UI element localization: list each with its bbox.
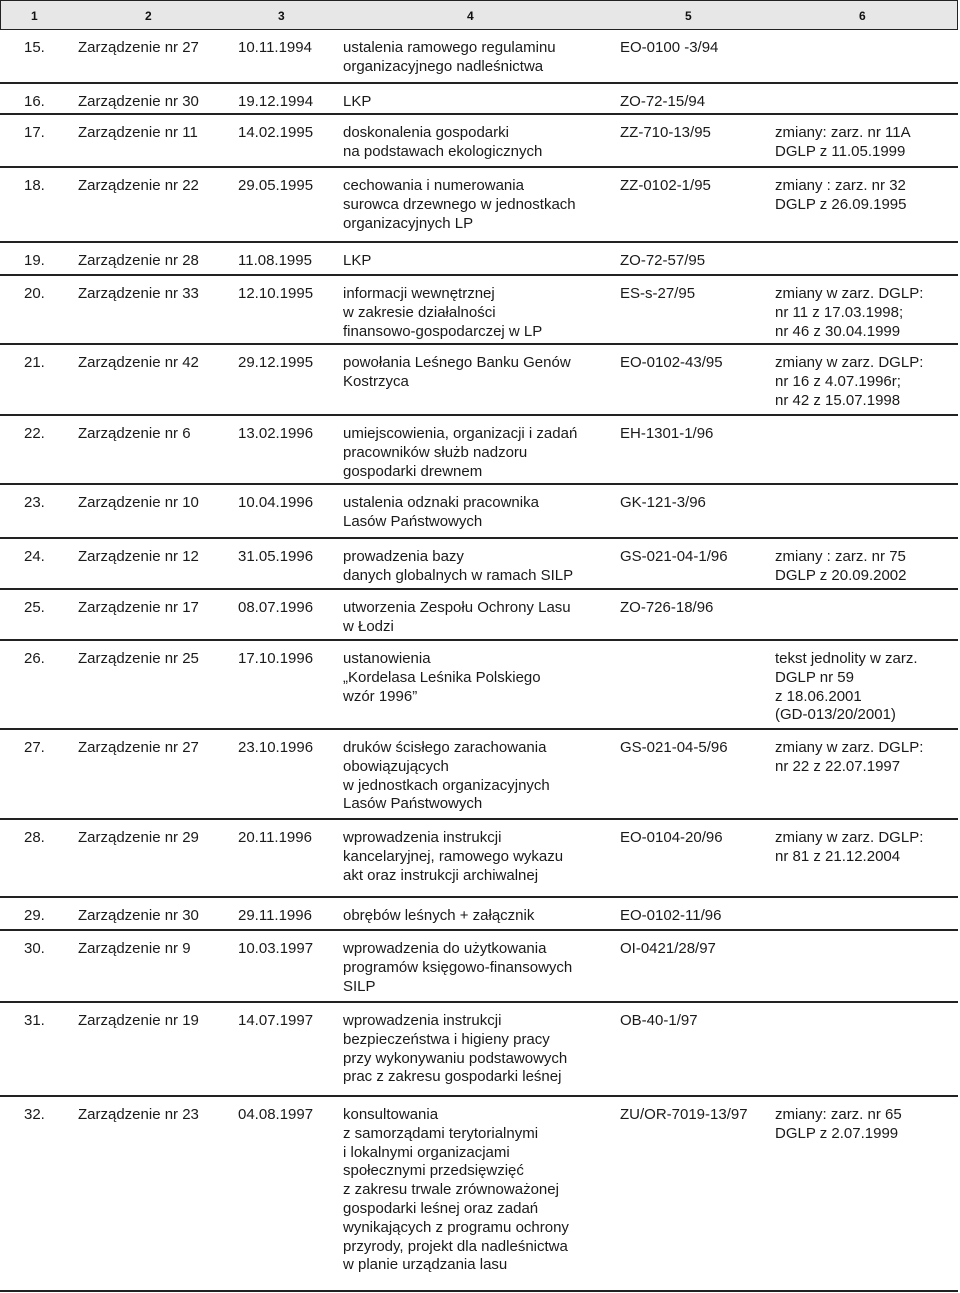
row-number: 16. (24, 93, 45, 110)
act-date: 11.08.1995 (238, 252, 312, 269)
file-sign: GK-121-3/96 (620, 494, 706, 511)
table-row (0, 243, 958, 276)
act-name: Zarządzenie nr 27 (78, 39, 199, 56)
act-subject: utworzenia Zespołu Ochrony Lasu w Łodzi (343, 599, 571, 635)
act-subject: wprowadzenia do użytkowania programów księgowo-finansowych SILP (343, 940, 573, 995)
act-subject: cechowania i numerowania surowca drzewnego w jednostkach organizacyjnych LP (343, 177, 576, 232)
file-sign: GS-021-04-1/96 (620, 548, 728, 565)
row-number: 31. (24, 1012, 45, 1029)
act-subject: LKP (343, 93, 372, 110)
file-sign: EO-0104-20/96 (620, 829, 723, 846)
row-number: 21. (24, 354, 45, 371)
row-number: 32. (24, 1106, 45, 1123)
act-date: 04.08.1997 (238, 1106, 314, 1123)
act-name: Zarządzenie nr 33 (78, 285, 199, 302)
table-row (0, 276, 958, 345)
act-date: 12.10.1995 (238, 285, 314, 302)
amendments: zmiany: zarz. nr 65 DGLP z 2.07.1999 (775, 1106, 902, 1142)
act-subject: doskonalenia gospodarki na podstawach ekologicznych (343, 124, 543, 160)
act-name: Zarządzenie nr 29 (78, 829, 199, 846)
table-row (0, 1003, 958, 1097)
file-sign: ZZ-0102-1/95 (620, 177, 711, 194)
act-date: 23.10.1996 (238, 739, 314, 756)
table-row (0, 168, 958, 243)
file-sign: EO-0100 -3/94 (620, 39, 719, 56)
act-name: Zarządzenie nr 22 (78, 177, 199, 194)
amendments: zmiany : zarz. nr 75 DGLP z 20.09.2002 (775, 548, 907, 584)
amendments: zmiany : zarz. nr 32 DGLP z 26.09.1995 (775, 177, 907, 213)
row-number: 29. (24, 907, 45, 924)
table-row (0, 345, 958, 416)
header-col-3: 3 (278, 9, 285, 23)
amendments: zmiany: zarz. nr 11A DGLP z 11.05.1999 (775, 124, 911, 160)
header-col-1: 1 (31, 9, 38, 23)
table-row (0, 1097, 958, 1292)
act-name: Zarządzenie nr 12 (78, 548, 199, 565)
file-sign: EO-0102-11/96 (620, 907, 722, 924)
amendments: zmiany w zarz. DGLP: nr 16 z 4.07.1996r; nr 42 z 15.07.1998 (775, 354, 924, 409)
table-row (0, 115, 958, 168)
table-row (0, 590, 958, 641)
act-subject: wprowadzenia instrukcji bezpieczeństwa i higieny pracy przy wykonywaniu podstawowych prac z zakresu gospodarki leśnej (343, 1012, 568, 1086)
file-sign: ES-s-27/95 (620, 285, 696, 302)
table-row (0, 539, 958, 590)
header-col-5: 5 (685, 9, 692, 23)
row-number: 27. (24, 739, 45, 756)
act-name: Zarządzenie nr 10 (78, 494, 199, 511)
amendments: zmiany w zarz. DGLP: nr 11 z 17.03.1998; nr 46 z 30.04.1999 (775, 285, 924, 340)
act-date: 20.11.1996 (238, 829, 312, 846)
act-date: 29.11.1996 (238, 907, 312, 924)
act-date: 14.02.1995 (238, 124, 314, 141)
act-subject: prowadzenia bazy danych globalnych w ramach SILP (343, 548, 574, 584)
row-number: 18. (24, 177, 45, 194)
act-name: Zarządzenie nr 30 (78, 93, 199, 110)
act-date: 10.03.1997 (238, 940, 314, 957)
act-subject: ustalenia odznaki pracownika Lasów Państwowych (343, 494, 539, 530)
row-number: 22. (24, 425, 45, 442)
act-name: Zarządzenie nr 6 (78, 425, 191, 442)
table-row (0, 931, 958, 1003)
file-sign: ZO-72-57/95 (620, 252, 706, 269)
file-sign: EO-0102-43/95 (620, 354, 723, 371)
act-date: 10.11.1994 (238, 39, 312, 56)
file-sign: ZO-72-15/94 (620, 93, 706, 110)
table-row (0, 485, 958, 539)
act-date: 10.04.1996 (238, 494, 314, 511)
act-subject: druków ścisłego zarachowania obowiązujących w jednostkach organizacyjnych Lasów Państwowych (343, 739, 550, 813)
table-row (0, 84, 958, 115)
act-subject: obrębów leśnych + załącznik (343, 907, 535, 924)
act-name: Zarządzenie nr 25 (78, 650, 199, 667)
act-name: Zarządzenie nr 19 (78, 1012, 199, 1029)
act-subject: wprowadzenia instrukcji kancelaryjnej, ramowego wykazu akt oraz instrukcji archiwalnej (343, 829, 564, 884)
act-subject: umiejscowienia, organizacji i zadań pracowników służb nadzoru gospodarki drewnem (343, 425, 578, 480)
act-date: 29.05.1995 (238, 177, 314, 194)
act-subject: ustalenia ramowego regulaminu organizacyjnego nadleśnictwa (343, 39, 556, 75)
act-subject: informacji wewnętrznej w zakresie działalności finansowo-gospodarczej w LP (343, 285, 543, 340)
act-name: Zarządzenie nr 17 (78, 599, 199, 616)
act-subject: ustanowienia „Kordelasa Leśnika Polskiego wzór 1996” (343, 650, 541, 705)
file-sign: ZZ-710-13/95 (620, 124, 711, 141)
act-date: 19.12.1994 (238, 93, 314, 110)
file-sign: OI-0421/28/97 (620, 940, 716, 957)
act-name: Zarządzenie nr 42 (78, 354, 199, 371)
header-col-2: 2 (145, 9, 152, 23)
file-sign: GS-021-04-5/96 (620, 739, 728, 756)
row-number: 30. (24, 940, 45, 957)
row-number: 19. (24, 252, 45, 269)
act-name: Zarządzenie nr 23 (78, 1106, 199, 1123)
file-sign: OB-40-1/97 (620, 1012, 698, 1029)
table-row (0, 898, 958, 931)
table-row (0, 641, 958, 730)
file-sign: ZO-726-18/96 (620, 599, 714, 616)
act-name: Zarządzenie nr 27 (78, 739, 199, 756)
act-date: 29.12.1995 (238, 354, 314, 371)
header-col-6: 6 (859, 9, 866, 23)
act-date: 13.02.1996 (238, 425, 314, 442)
row-number: 24. (24, 548, 45, 565)
row-number: 26. (24, 650, 45, 667)
act-subject: powołania Leśnego Banku Genów Kostrzyca (343, 354, 571, 390)
table-row (0, 30, 958, 84)
table-header (0, 0, 958, 30)
row-number: 15. (24, 39, 45, 56)
row-number: 23. (24, 494, 45, 511)
table-row (0, 730, 958, 820)
table-row (0, 820, 958, 898)
row-number: 20. (24, 285, 45, 302)
table-row (0, 416, 958, 485)
file-sign: EH-1301-1/96 (620, 425, 714, 442)
row-number: 28. (24, 829, 45, 846)
header-col-4: 4 (467, 9, 474, 23)
act-date: 31.05.1996 (238, 548, 314, 565)
act-date: 14.07.1997 (238, 1012, 314, 1029)
act-name: Zarządzenie nr 11 (78, 124, 198, 141)
act-name: Zarządzenie nr 30 (78, 907, 199, 924)
act-date: 17.10.1996 (238, 650, 314, 667)
file-sign: ZU/OR-7019-13/97 (620, 1106, 748, 1123)
amendments: tekst jednolity w zarz. DGLP nr 59 z 18.06.2001 (GD-013/20/2001) (775, 650, 918, 724)
row-number: 25. (24, 599, 45, 616)
act-subject: LKP (343, 252, 372, 269)
row-number: 17. (24, 124, 45, 141)
act-subject: konsultowania z samorządami terytorialnymi i lokalnymi organizacjami społecznymi przedsięwzięć z zakresu trwale zrównoważonej gospodarki leśnej oraz zadań wynikających z programu ochrony przyrody, projekt dla nadleśnictwa w planie urządzania lasu (343, 1106, 569, 1274)
act-date: 08.07.1996 (238, 599, 314, 616)
act-name: Zarządzenie nr 28 (78, 252, 199, 269)
amendments: zmiany w zarz. DGLP: nr 22 z 22.07.1997 (775, 739, 924, 775)
act-name: Zarządzenie nr 9 (78, 940, 191, 957)
amendments: zmiany w zarz. DGLP: nr 81 z 21.12.2004 (775, 829, 924, 865)
